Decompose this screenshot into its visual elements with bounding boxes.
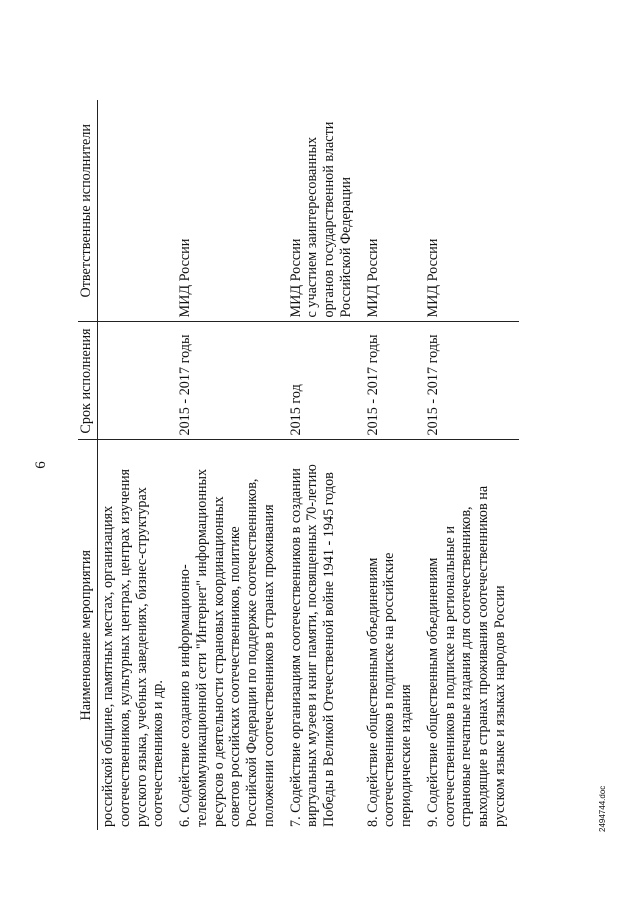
rotated-document-page [33, 100, 640, 832]
header-name: Наименование мероприятия [78, 440, 98, 830]
measure-responsible: МИД России с участием заинтересованных органов государственной власти Российской Федерации [288, 100, 365, 322]
measure-deadline: 2015 - 2017 годы [425, 322, 519, 440]
page-number: 6 [33, 461, 49, 469]
measure-responsible: МИД России [365, 100, 425, 322]
measure-name: 8. Содействие общественным объединениям соотечественников в подписке на российские периодические издания [364, 552, 414, 827]
header-responsible: Ответственные исполнители [78, 100, 98, 322]
measure-deadline: 2015 год [288, 322, 365, 440]
measure-deadline: 2015 - 2017 годы [365, 322, 425, 440]
measure-name: 6. Содействие созданию в информационно- телекоммуникационной сети "Интернет" информационных ресурсов о деятельности страновых координационных советов российских соотечественников, политике Российской Федерации по поддержке соотечественников, положении соотечественников в странах проживания [177, 468, 277, 827]
measure-name: российской общине, памятных местах, организациях соотечественников, культурных центрах, центрах изучения русского языка, учебных заведениях, бизнес-структурах соотечественников и др. [100, 468, 167, 827]
file-name-footer: 2494744.doc [598, 785, 607, 832]
measure-responsible: МИД России [425, 100, 519, 322]
table-row [177, 100, 288, 830]
table-row [365, 100, 425, 830]
measure-name: 9. Содействие общественным объединениям соотечественников в подписке на региональные и страновые печатные издания для соотечественников, выходящие в странах проживания соотечественников на русском языке и языках народов России [424, 485, 508, 827]
header-deadline: Срок исполнения [78, 322, 98, 440]
measure-responsible [98, 100, 178, 322]
table-row [98, 100, 178, 830]
measure-deadline [98, 322, 178, 440]
measures-table [78, 100, 519, 830]
table-row [425, 100, 519, 830]
measure-deadline: 2015 - 2017 годы [177, 322, 288, 440]
table-row [288, 100, 365, 830]
measure-name: 7. Содействие организациям соотечественников в создании виртуальных музеев и книг памяти, посвященных 70-летию Победы в Великой Отечественной войне 1941 - 1945 годов [287, 464, 337, 827]
table-header-row [78, 100, 98, 830]
measure-responsible: МИД России [177, 100, 288, 322]
